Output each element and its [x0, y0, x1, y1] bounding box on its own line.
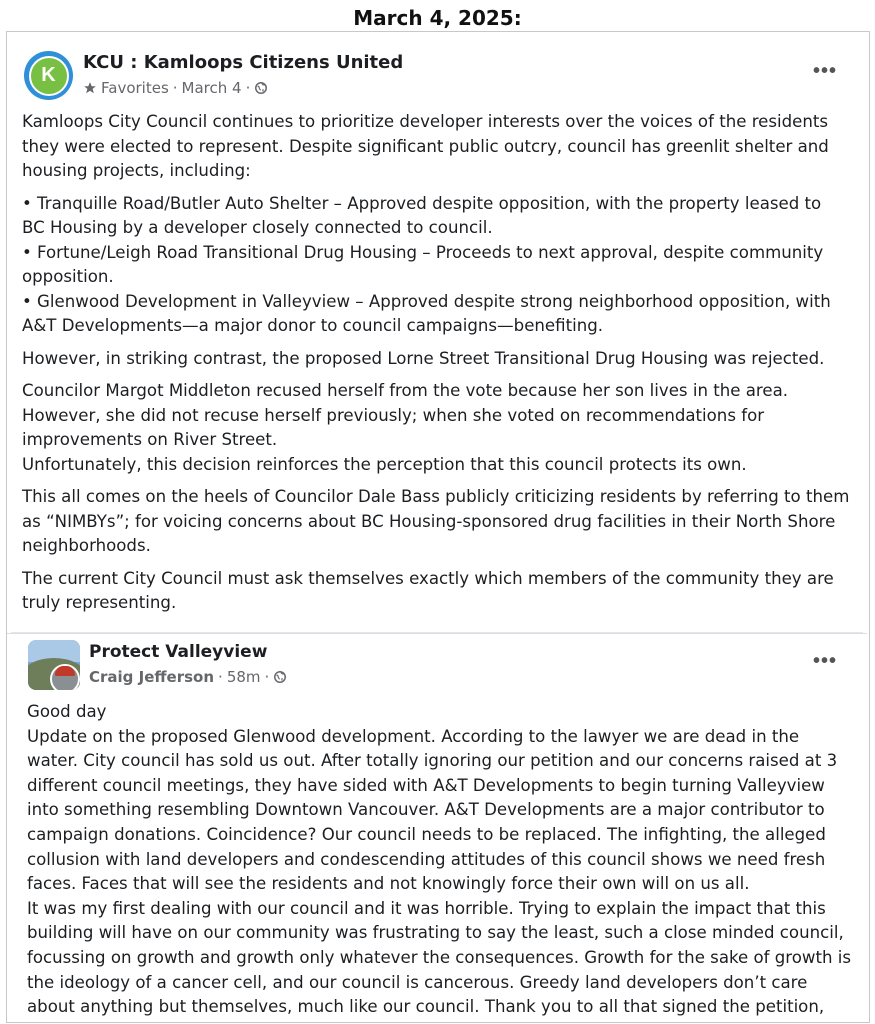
post2-line: It was my first dealing with our council and it was horrible. Trying to explain the impact that this — [27, 898, 826, 918]
post1-line: neighborhoods. — [22, 536, 151, 555]
post1-line: they were elected to represent. Despite significant public outcry, council has greenlit shelter and — [22, 136, 829, 156]
avatar-cap — [55, 666, 75, 676]
meta-separator: · — [218, 668, 223, 686]
post2-line: the ideology of a cancer cell, and our council is cancerous. Greedy land developers don’t care — [27, 972, 808, 992]
group-avatar[interactable] — [28, 640, 80, 690]
post2-group[interactable]: Protect Valleyview — [89, 642, 268, 662]
post1-line: improvements on River Street. — [22, 430, 278, 449]
post1-line: housing projects, including: — [22, 161, 251, 180]
post2-line: focussing on growth and growth only whatever the consequences. Growth for the sake of growth is — [27, 947, 852, 967]
favorites-label[interactable]: Favorites — [101, 79, 169, 97]
post2-line: campaign donations. Coincidence? Our council needs to be replaced. The infighting, the alleged — [27, 824, 826, 844]
post1-line: However, she did not recuse herself previously; when she voted on recommendations for — [22, 405, 765, 425]
globe-icon — [273, 670, 287, 684]
post1-line: This all comes on the heels of Councilor Dale Bass publicly criticizing residents by referring to them — [22, 487, 850, 506]
post2-line: collusion with land developers and condescending attitudes of this council shows we need fresh — [27, 849, 826, 869]
post-kcu — [7, 32, 867, 633]
post1-line: The current City Council must ask themselves exactly which members of the community they are — [22, 568, 834, 588]
meta-separator: · — [172, 79, 178, 97]
post1-date[interactable]: March 4 — [181, 79, 242, 97]
post2-meta — [89, 668, 287, 686]
meta-separator: · — [245, 79, 251, 97]
globe-icon — [254, 81, 268, 95]
post2-line: different council meetings, they have sided with A&T Developments to begin turning Valleyview — [27, 775, 825, 795]
more-options-icon[interactable]: ••• — [813, 650, 838, 672]
post2-line: Good day — [27, 702, 107, 721]
post1-line: However, in striking contrast, the proposed Lorne Street Transitional Drug Housing was rejected. — [22, 348, 825, 368]
post2-time[interactable]: 58m — [226, 668, 261, 686]
post1-line: Kamloops City Council continues to prioritize developer interests over the voices of the residents — [22, 112, 829, 131]
post1-line: Unfortunately, this decision reinforces the perception that this council protects its own. — [22, 454, 747, 474]
more-options-icon[interactable]: ••• — [813, 60, 838, 82]
kcu-avatar[interactable] — [24, 51, 73, 100]
page-date-caption: March 4, 2025: — [353, 6, 522, 30]
post1-meta — [83, 79, 268, 97]
post2-line: water. City council has sold us out. After totally ignoring our petition and our concerns raised at 3 — [27, 751, 838, 771]
post2-author[interactable]: Craig Jefferson — [89, 668, 215, 686]
star-icon — [83, 81, 97, 95]
post1-line: opposition. — [22, 267, 114, 286]
post1-body — [22, 110, 854, 624]
post2-line: into something resembling Downtown Vancouver. A&T Developments are a major contributor to — [27, 800, 825, 820]
screenshot-frame — [6, 31, 870, 1023]
post2-line: faces. Faces that will see the residents and not knowingly force their own will on us all. — [27, 874, 750, 894]
kcu-avatar-letter: K — [29, 56, 69, 96]
post2-line: Update on the proposed Glenwood development. According to the lawyer we are dead in the — [27, 726, 800, 746]
post1-line: BC Housing by a developer closely connected to council. — [22, 218, 493, 237]
meta-separator: · — [264, 668, 270, 686]
post2-line: about anything but themselves, much like our council. Thank you to all that signed the petition, — [27, 997, 825, 1017]
post1-line: • Glenwood Development in Valleyview – Approved despite strong neighborhood opposition, with — [22, 291, 831, 311]
post1-author[interactable]: KCU : Kamloops Citizens United — [83, 52, 404, 73]
post1-line: Councilor Margot Middleton recused herself from the vote because her son lives in the area. — [22, 381, 789, 400]
post2-line: building will have on our community was frustrating to say the least, such a close minded council, — [27, 923, 844, 943]
post1-line: A&T Developments—a major donor to council campaigns—benefiting. — [22, 316, 604, 335]
post2-body — [27, 700, 857, 1020]
post1-line: • Tranquille Road/Butler Auto Shelter – Approved despite opposition, with the property leased to — [22, 193, 822, 213]
post1-line: as “NIMBYs”; for voicing concerns about BC Housing-sponsored drug facilities in their North Shore — [22, 511, 836, 531]
post1-line: • Fortune/Leigh Road Transitional Drug Housing – Proceeds to next approval, despite community — [22, 242, 824, 262]
post1-line: truly representing. — [22, 593, 177, 612]
post-protect-valleyview — [7, 633, 867, 1023]
